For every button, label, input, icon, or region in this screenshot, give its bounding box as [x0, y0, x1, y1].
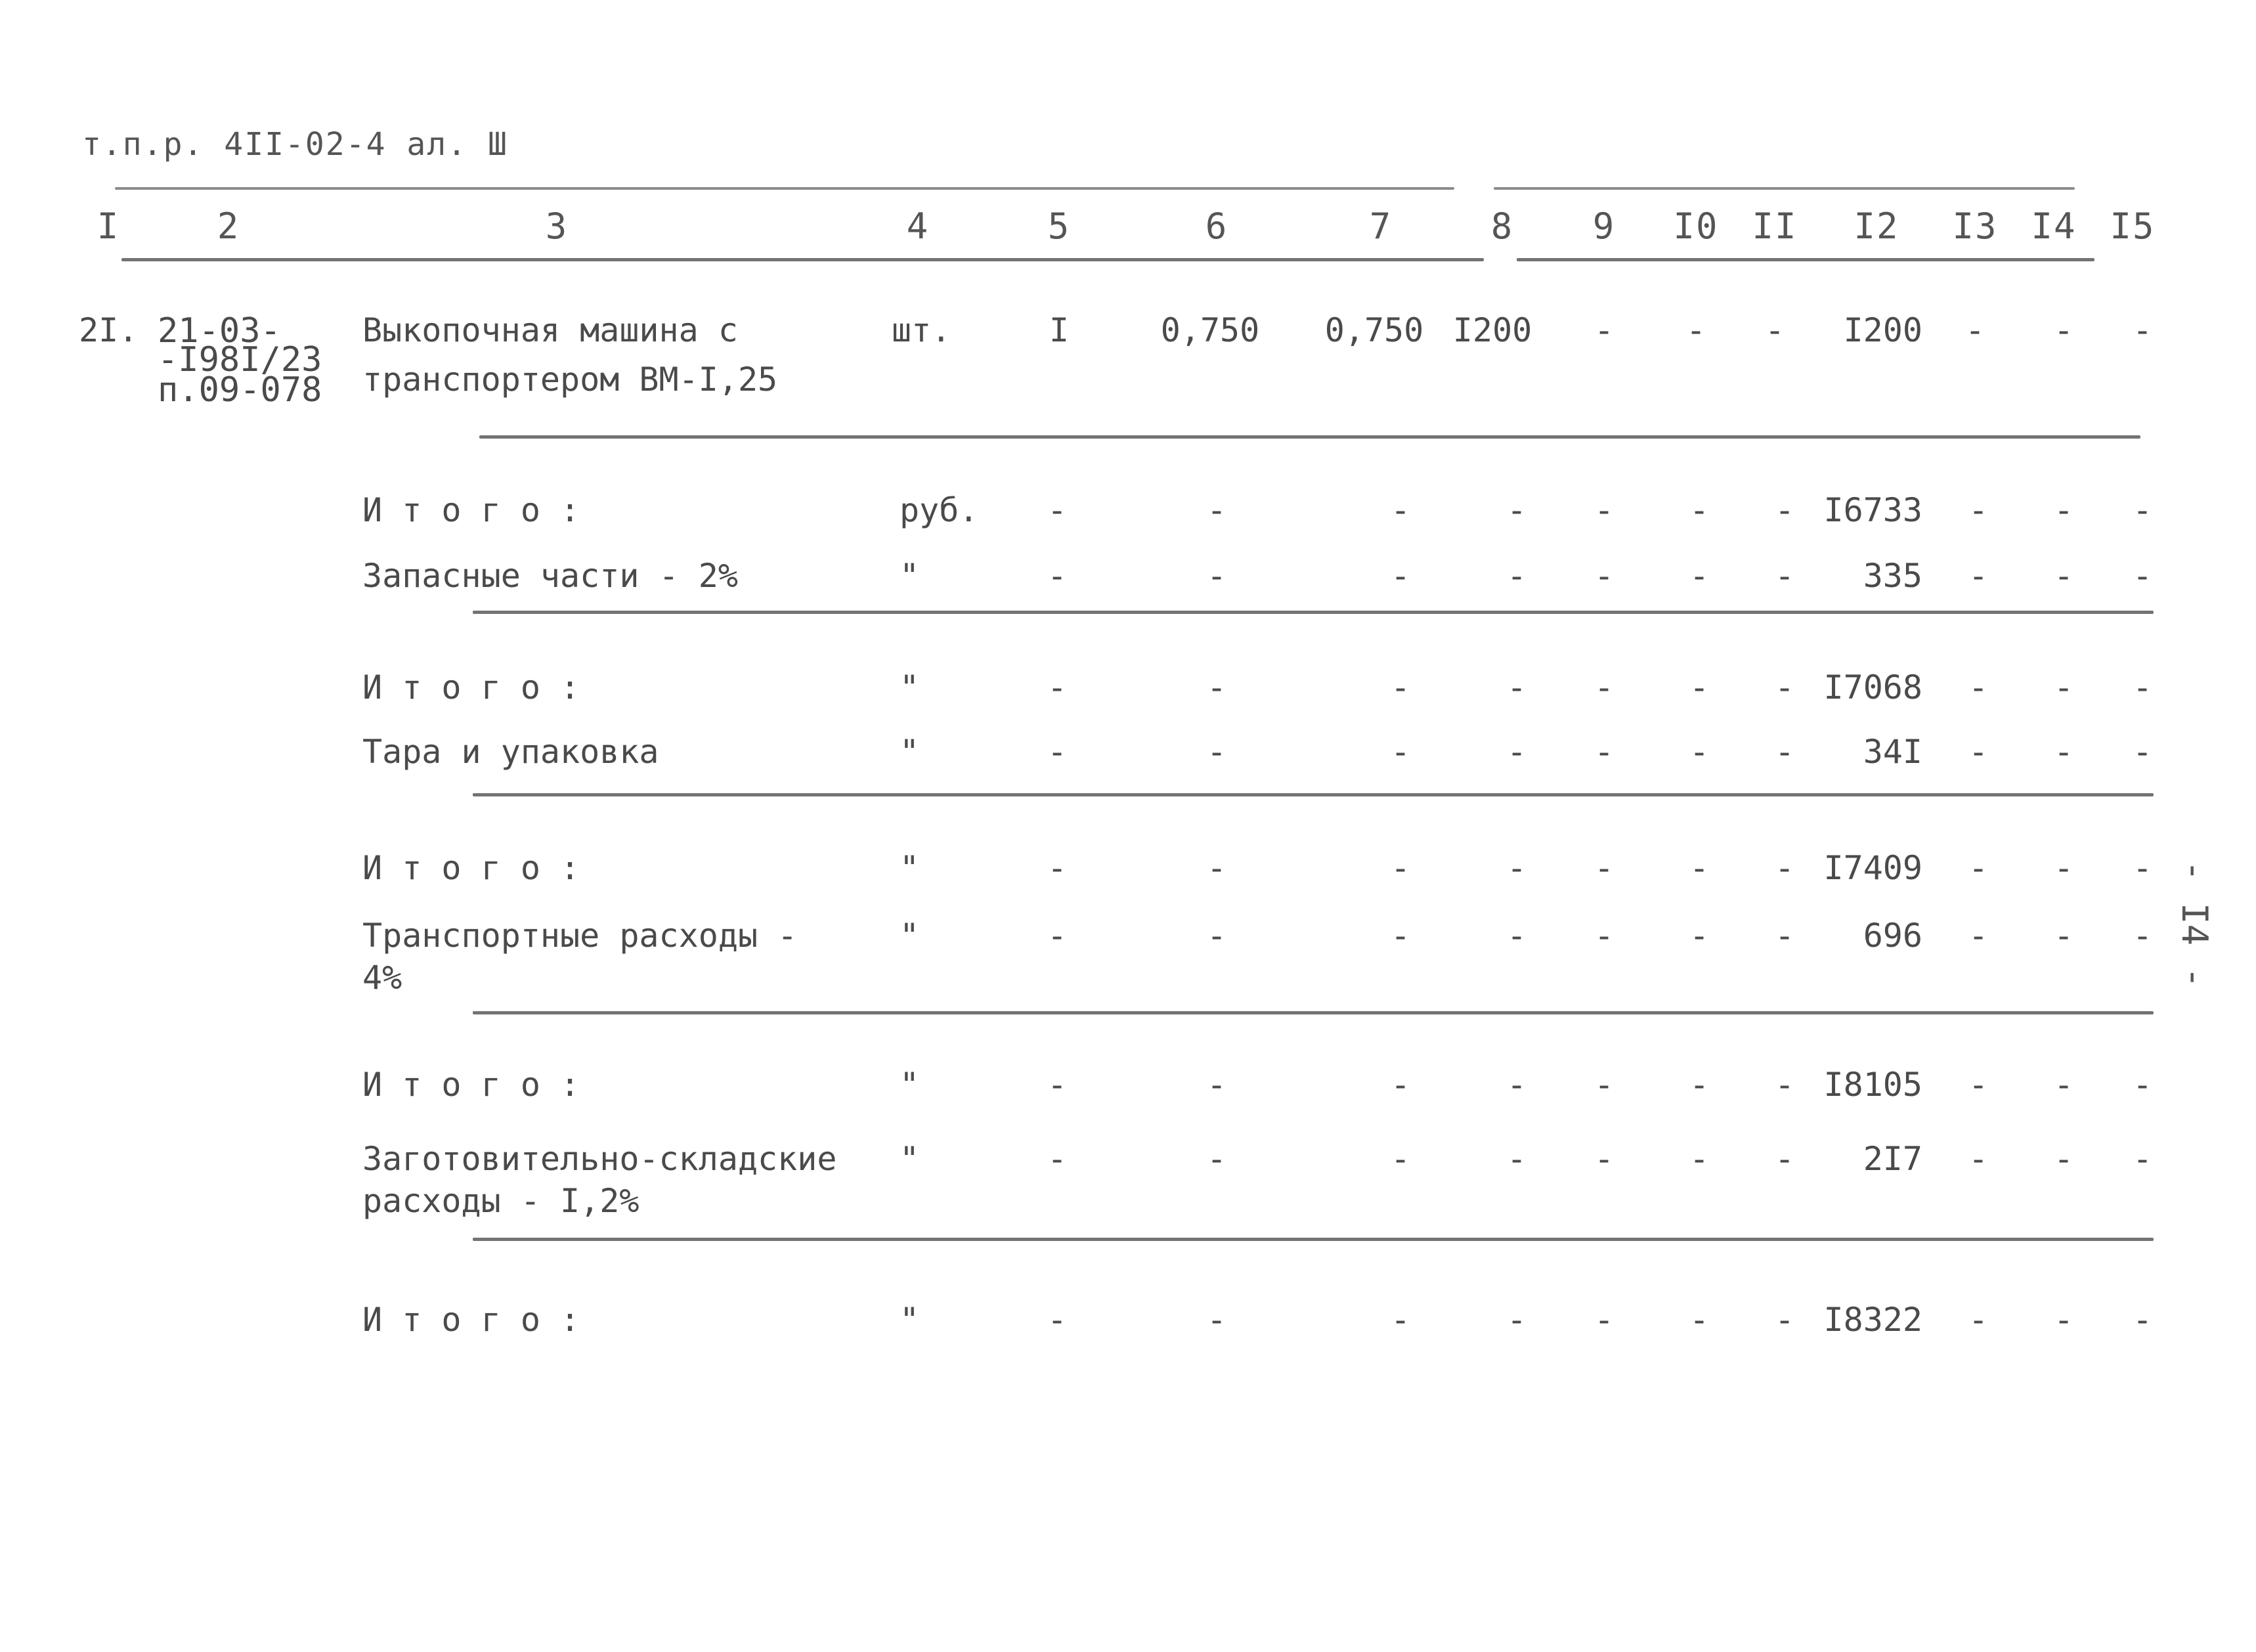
page-number	[2174, 860, 2218, 989]
dash-cell: -	[1206, 849, 1227, 887]
dash-cell: -	[1968, 1301, 1989, 1339]
section-rule	[473, 1238, 2154, 1241]
dash-cell: -	[1594, 1066, 1615, 1104]
dash-cell: -	[1206, 733, 1227, 771]
row-unit: "	[900, 917, 920, 955]
section-rule	[479, 435, 2140, 439]
dash-cell: -	[2132, 1140, 2153, 1178]
dash-cell: -	[1594, 1140, 1615, 1178]
item-number: 2I.	[79, 311, 139, 349]
dash-cell: -	[1968, 1140, 1989, 1178]
item-col14: -	[2053, 311, 2074, 349]
dash-cell: -	[1689, 849, 1710, 887]
item-col9: -	[1594, 311, 1615, 349]
dash-cell: -	[2132, 491, 2153, 529]
row-label: Тара и упаковка	[362, 733, 659, 771]
item-name-line: Выкопочная машина с	[362, 311, 738, 349]
row-label: Заготовительно-складские	[362, 1140, 837, 1178]
row-label-line2: 4%	[362, 959, 402, 997]
column-number: 2	[217, 206, 240, 247]
dash-cell: -	[1390, 733, 1411, 771]
dash-cell: -	[1390, 491, 1411, 529]
dash-cell: -	[1506, 917, 1527, 955]
dash-cell: -	[1047, 849, 1068, 887]
row-unit: "	[900, 849, 920, 887]
dash-cell: -	[1689, 1301, 1710, 1339]
item-col10: -	[1685, 311, 1706, 349]
column-number: I5	[2110, 206, 2156, 247]
dash-cell: -	[1968, 557, 1989, 595]
dash-cell: -	[1390, 668, 1411, 706]
column-number: I2	[1854, 206, 1899, 247]
dash-cell: -	[1390, 1140, 1411, 1178]
dash-cell: -	[1968, 733, 1989, 771]
item-unit: шт.	[892, 311, 951, 349]
dash-cell: -	[1047, 917, 1068, 955]
section-rule	[473, 793, 2154, 796]
header-top-rule	[115, 187, 1454, 190]
dash-cell: -	[1047, 1301, 1068, 1339]
dash-cell: -	[1774, 849, 1795, 887]
item-col15: -	[2132, 311, 2153, 349]
dash-cell: -	[1506, 1301, 1527, 1339]
item-col13: -	[1964, 311, 1985, 349]
dash-cell: -	[1390, 917, 1411, 955]
item-col11: -	[1764, 311, 1785, 349]
row-label: И т о г о :	[362, 491, 580, 529]
dash-cell: -	[1506, 733, 1527, 771]
item-name-line: транспортером ВМ-I,25	[362, 360, 778, 399]
dash-cell: -	[1390, 1301, 1411, 1339]
dash-cell: -	[1506, 557, 1527, 595]
dash-cell: -	[1594, 849, 1615, 887]
dash-cell: -	[1774, 1301, 1795, 1339]
dash-cell: -	[1390, 1066, 1411, 1104]
column-number: 3	[545, 206, 569, 247]
dash-cell: -	[1047, 668, 1068, 706]
dash-cell: -	[1774, 668, 1795, 706]
dash-cell: -	[1689, 733, 1710, 771]
document-header: т.п.р. 4II-02-4 ал. Ш	[82, 126, 508, 163]
row-total-value: 696	[1863, 917, 1922, 955]
column-number: 4	[906, 206, 930, 247]
dash-cell: -	[2053, 1066, 2074, 1104]
item-code-line: 21-03-	[158, 311, 281, 351]
dash-cell: -	[2132, 668, 2153, 706]
row-unit: "	[900, 557, 920, 595]
dash-cell: -	[1689, 668, 1710, 706]
row-total-value: 335	[1863, 557, 1922, 595]
row-total-value: I8322	[1823, 1301, 1922, 1339]
row-label: Транспортные расходы -	[362, 917, 798, 955]
item-col6: 0,750	[1160, 311, 1260, 349]
column-number: I4	[2031, 206, 2077, 247]
dash-cell: -	[1774, 557, 1795, 595]
dash-cell: -	[2132, 917, 2153, 955]
dash-cell: -	[1968, 491, 1989, 529]
row-unit: "	[900, 733, 920, 771]
dash-cell: -	[1968, 1066, 1989, 1104]
dash-cell: -	[1689, 557, 1710, 595]
row-label: И т о г о :	[362, 1301, 580, 1339]
dash-cell: -	[1774, 491, 1795, 529]
page-number-text: - I4 -	[2174, 860, 2215, 989]
dash-cell: -	[1206, 557, 1227, 595]
item-col12: I200	[1843, 311, 1922, 349]
dash-cell: -	[1774, 1066, 1795, 1104]
dash-cell: -	[2053, 668, 2074, 706]
column-number: 9	[1592, 206, 1616, 247]
dash-cell: -	[1206, 1140, 1227, 1178]
dash-cell: -	[2053, 557, 2074, 595]
dash-cell: -	[1689, 1140, 1710, 1178]
dash-cell: -	[1594, 491, 1615, 529]
dash-cell: -	[2132, 1301, 2153, 1339]
header-top-rule-right	[1494, 187, 2075, 190]
header-bottom-rule-right	[1517, 258, 2094, 261]
column-number: I	[97, 206, 120, 247]
column-number: 7	[1369, 206, 1393, 247]
item-col7: 0,750	[1324, 311, 1424, 349]
dash-cell: -	[1774, 917, 1795, 955]
dash-cell: -	[1047, 491, 1068, 529]
dash-cell: -	[1594, 733, 1615, 771]
row-total-value: I8105	[1823, 1066, 1922, 1104]
item-qty: I	[1049, 311, 1070, 349]
row-label: И т о г о :	[362, 849, 580, 887]
row-label: И т о г о :	[362, 1066, 580, 1104]
dash-cell: -	[1594, 1301, 1615, 1339]
dash-cell: -	[1506, 1140, 1527, 1178]
dash-cell: -	[2132, 557, 2153, 595]
dash-cell: -	[2132, 849, 2153, 887]
row-unit: "	[900, 1066, 920, 1104]
dash-cell: -	[1047, 1066, 1068, 1104]
dash-cell: -	[1774, 733, 1795, 771]
dash-cell: -	[1390, 557, 1411, 595]
dash-cell: -	[1206, 668, 1227, 706]
column-number: I3	[1952, 206, 1998, 247]
dash-cell: -	[2053, 917, 2074, 955]
row-unit: "	[900, 1140, 920, 1178]
section-rule	[473, 1011, 2154, 1014]
dash-cell: -	[1968, 849, 1989, 887]
dash-cell: -	[1047, 1140, 1068, 1178]
dash-cell: -	[2053, 1301, 2074, 1339]
dash-cell: -	[1689, 917, 1710, 955]
row-unit: "	[900, 668, 920, 706]
row-total-value: I6733	[1823, 491, 1922, 529]
row-total-value: 34I	[1863, 733, 1922, 771]
column-number: 6	[1205, 206, 1228, 247]
column-number: 8	[1490, 206, 1514, 247]
dash-cell: -	[1206, 1301, 1227, 1339]
dash-cell: -	[1594, 668, 1615, 706]
dash-cell: -	[1774, 1140, 1795, 1178]
header-bottom-rule	[121, 258, 1484, 261]
row-label: Запасные части - 2%	[362, 557, 738, 595]
item-code-line: -I98I/23	[158, 340, 322, 380]
column-number: I0	[1673, 206, 1719, 247]
dash-cell: -	[1594, 917, 1615, 955]
column-number: 5	[1047, 206, 1071, 247]
dash-cell: -	[2053, 849, 2074, 887]
dash-cell: -	[1506, 849, 1527, 887]
row-total-value: I7409	[1823, 849, 1922, 887]
dash-cell: -	[1968, 668, 1989, 706]
dash-cell: -	[1047, 733, 1068, 771]
row-unit: "	[900, 1301, 920, 1339]
dash-cell: -	[1968, 917, 1989, 955]
dash-cell: -	[1689, 1066, 1710, 1104]
dash-cell: -	[1506, 668, 1527, 706]
dash-cell: -	[2132, 1066, 2153, 1104]
dash-cell: -	[1689, 491, 1710, 529]
row-total-value: 2I7	[1863, 1140, 1922, 1178]
row-total-value: I7068	[1823, 668, 1922, 706]
dash-cell: -	[1506, 491, 1527, 529]
item-code-line: п.09-078	[158, 370, 322, 410]
row-unit: руб.	[900, 491, 979, 529]
row-label-line2: расходы - I,2%	[362, 1182, 640, 1220]
dash-cell: -	[1506, 1066, 1527, 1104]
dash-cell: -	[2053, 733, 2074, 771]
dash-cell: -	[1206, 491, 1227, 529]
dash-cell: -	[1206, 917, 1227, 955]
dash-cell: -	[1594, 557, 1615, 595]
dash-cell: -	[1390, 849, 1411, 887]
column-number: II	[1752, 206, 1798, 247]
row-label: И т о г о :	[362, 668, 580, 706]
section-rule	[473, 611, 2154, 614]
dash-cell: -	[1047, 557, 1068, 595]
dash-cell: -	[2053, 1140, 2074, 1178]
dash-cell: -	[2132, 733, 2153, 771]
dash-cell: -	[2053, 491, 2074, 529]
item-col8: I200	[1452, 311, 1532, 349]
dash-cell: -	[1206, 1066, 1227, 1104]
